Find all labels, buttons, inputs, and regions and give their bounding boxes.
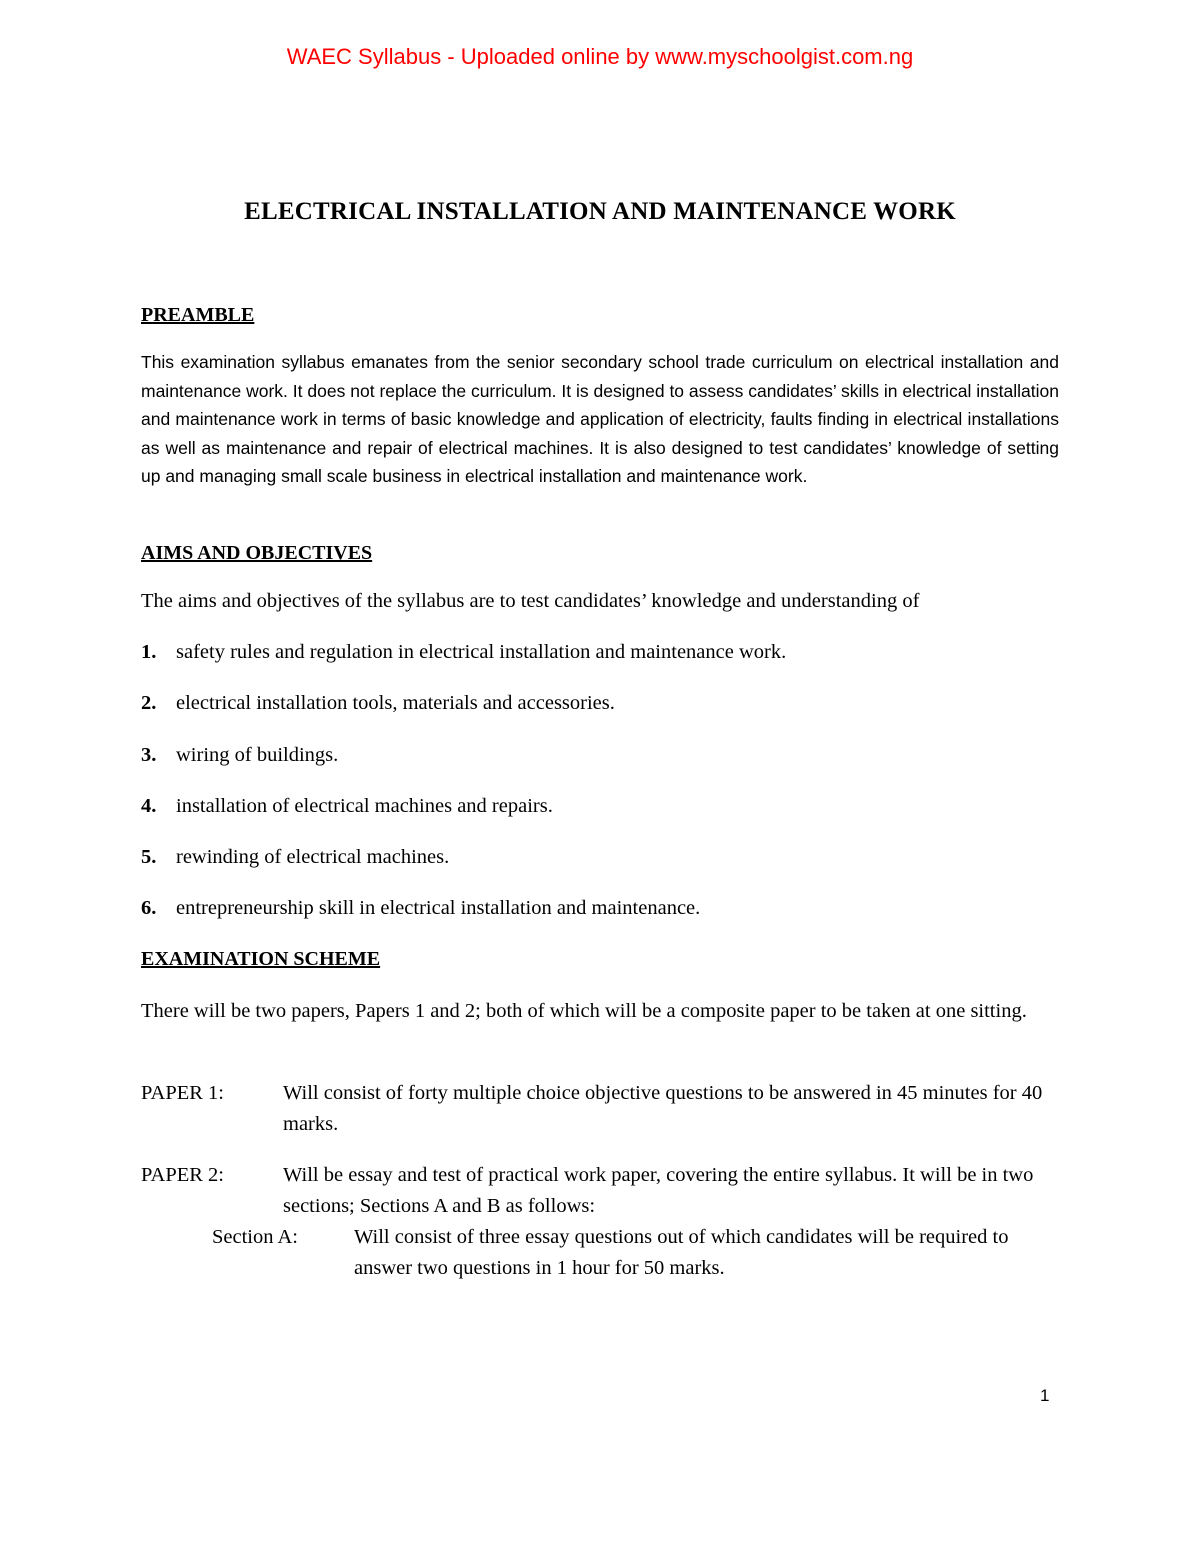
list-item [141,641,1071,664]
section-label: Section A: [212,1226,298,1248]
paper-1-row [141,1078,1071,1140]
aims-heading: AIMS AND OBJECTIVES [141,542,373,564]
list-item-text: safety rules and regulation in electrical installation and maintenance work. [176,641,787,663]
list-item-number: 6. [141,897,157,919]
section-a-row [212,1222,1072,1284]
list-item-text: wiring of buildings. [176,744,339,766]
examination-scheme-intro: There will be two papers, Papers 1 and 2; both of which will be a composite paper to be taken at one sitting. [141,1000,1027,1022]
list-item-number: 3. [141,744,157,766]
paper-label: PAPER 2: [141,1164,224,1186]
list-item-text: rewinding of electrical machines. [176,846,450,868]
preamble-heading: PREAMBLE [141,304,255,326]
list-item-number: 1. [141,641,157,663]
list-item-number: 4. [141,795,157,817]
paper-description: Will consist of forty multiple choice objective questions to be answered in 45 minutes for 40 marks. [283,1082,1043,1135]
list-item [141,744,1071,767]
list-item [141,897,1071,920]
paper-2-row [141,1160,1071,1222]
section-description: Will consist of three essay questions out of which candidates will be required to answer two questions in 1 hour for 50 marks. [354,1226,1009,1279]
list-item-text: installation of electrical machines and repairs. [176,795,553,817]
examination-scheme-heading: EXAMINATION SCHEME [141,948,381,970]
list-item [141,692,1071,715]
page-number: 1 [1040,1386,1050,1405]
list-item-text: entrepreneurship skill in electrical installation and maintenance. [176,897,701,919]
paper-label: PAPER 1: [141,1082,224,1104]
preamble-paragraph: This examination syllabus emanates from the senior secondary school trade curriculum on electrical installation and maintenance work. It does not replace the curriculum. It is designed to assess candidates’ skills in electrical installation and maintenance work in terms of basic knowledge and application of electricity, faults finding in electrical installations as well as maintenance and repair of electrical machines. It is also designed to test candidates’ knowledge of setting up and managing small scale business in electrical installation and maintenance work. [141,352,1059,487]
document-title: ELECTRICAL INSTALLATION AND MAINTENANCE WORK [244,198,956,225]
aims-intro: The aims and objectives of the syllabus are to test candidates’ knowledge and understanding of [141,590,920,612]
list-item [141,795,1071,818]
paper-description: Will be essay and test of practical work paper, covering the entire syllabus. It will be in two sections; Sections A and B as follows: [283,1164,1034,1217]
list-item [141,846,1071,869]
list-item-number: 2. [141,692,157,714]
header-watermark-note: WAEC Syllabus - Uploaded online by www.myschoolgist.com.ng [286,44,914,69]
list-item-number: 5. [141,846,157,868]
list-item-text: electrical installation tools, materials and accessories. [176,692,615,714]
